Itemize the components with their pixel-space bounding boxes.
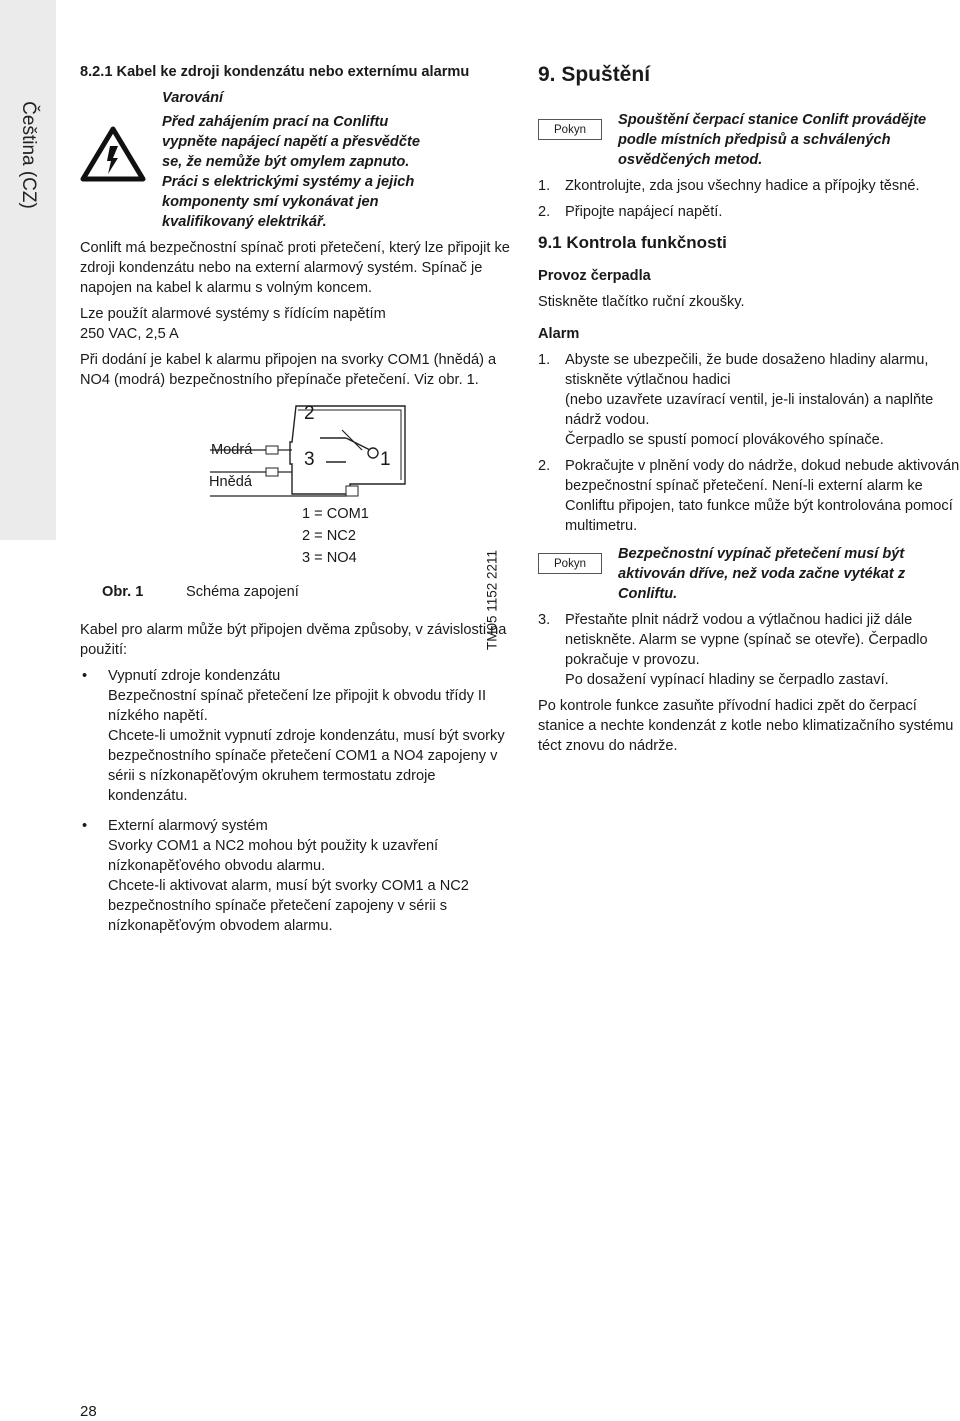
step-line: (nebo uzavřete uzavírací ventil, je-li instalován) a naplňte nádrž vodou. — [565, 392, 934, 428]
note-text: Spouštění čerpací stanice Conlift provádějte podle místních předpisů a schválených osvědčených metod. — [618, 112, 927, 168]
list-item — [538, 610, 960, 690]
voltage-paragraph — [80, 304, 510, 344]
figure-caption: Schéma zapojení — [186, 584, 299, 600]
terminal-1-label: 1 — [380, 449, 391, 470]
step-line: Po dosažení vypínací hladiny se čerpadlo zastaví. — [565, 672, 889, 688]
page-number: 28 — [80, 1403, 97, 1420]
list-item — [80, 816, 510, 936]
alarm-steps-continued — [538, 610, 960, 690]
step-text: Zkontrolujte, zda jsou všechny hadice a přípojky těsné. — [565, 178, 920, 194]
list-item — [538, 176, 960, 196]
figure-number: Obr. 1 — [102, 584, 144, 600]
warning-title: Varování — [162, 90, 224, 106]
voltage-line: Lze použít alarmové systémy s řídícím napětím — [80, 306, 386, 322]
warning-line: Práci s elektrickými systémy a jejich — [162, 174, 415, 190]
step-line: Pokračujte v plnění vody do nádrže, dokud nebude aktivován bezpečnostní spínač přetečení. Není-li externí alarm ke Conliftu připojen, tato funkce může být kontrolována pomocí multimetru. — [565, 458, 960, 534]
bullet-line: Chcete-li aktivovat alarm, musí být svorky COM1 a NC2 bezpečnostního spínače přetečení zapojeny v sérii s nízkonapěťovým obvodem alarmu. — [108, 878, 469, 934]
step-number: 2. — [538, 458, 551, 474]
voltage-value: 250 VAC, 2,5 A — [80, 326, 179, 342]
bullet-line: Vypnutí zdroje kondenzátu — [108, 668, 281, 684]
section-title: Kabel ke zdroji kondenzátu nebo externímu alarmu — [116, 64, 470, 80]
list-item — [80, 666, 510, 806]
connection-options-list — [80, 666, 510, 936]
section-number: 8.2.1 — [80, 64, 113, 80]
step-line: Přestaňte plnit nádrž vodou a výtlačnou hadici již dále netiskněte. Alarm se vypne (spínač se otevře). Čerpadlo pokračuje v provozu. — [565, 612, 928, 668]
startup-steps — [538, 176, 960, 222]
note-block — [538, 110, 960, 170]
label-brown-wire: Hnědá — [209, 474, 253, 490]
final-paragraph: Po kontrole funkce zasuňte přívodní hadici zpět do čerpací stanice a nechte kondenzát z kotle nebo klimatizačního systému téct znovu do nádrže. — [538, 698, 954, 754]
left-column — [80, 62, 510, 946]
step-line: Abyste se ubezpečili, že bude dosaženo hladiny alarmu, stiskněte výtlačnou hadici — [565, 352, 929, 388]
section-heading-8-2-1 — [80, 62, 510, 82]
list-item — [538, 202, 960, 222]
language-tab-label: Čeština (CZ) — [18, 101, 39, 209]
pump-operation-title: Provoz čerpadla — [538, 268, 651, 284]
bullet-line: Bezpečnostní spínač přetečení lze připojit k obvodu třídy II nízkého napětí. — [108, 688, 487, 724]
figure-code: TM05 1152 2211 — [484, 549, 500, 651]
bullet-line: Externí alarmový systém — [108, 818, 268, 834]
warning-line: se, že nemůže být omylem zapnuto. — [162, 154, 410, 170]
list-item — [538, 456, 960, 536]
step-text: Připojte napájecí napětí. — [565, 204, 723, 220]
legend-com1: 1 = COM1 — [302, 506, 369, 522]
bullet-icon: • — [82, 668, 88, 684]
connection-paragraph: Kabel pro alarm může být připojen dvěma způsoby, v závislosti na použití: — [80, 622, 507, 658]
terminal-2-label: 2 — [304, 403, 315, 424]
intro-paragraph: Conlift má bezpečnostní spínač proti přetečení, který lze připojit ke zdroji kondenzátu nebo na externí alarmový systém. Spínač je napojen na kabel k alarmu s volným koncem. — [80, 240, 510, 296]
step-number: 3. — [538, 612, 551, 628]
legend-nc2: 2 = NC2 — [302, 528, 356, 544]
note-block — [538, 544, 960, 604]
pump-operation-text: Stiskněte tlačítko ruční zkoušky. — [538, 294, 745, 310]
note-text: Bezpečnostní vypínač přetečení musí být aktivován dříve, než voda začne vytékat z Conliftu. — [618, 546, 906, 602]
section-heading-9-1: 9.1 Kontrola funkčnosti — [538, 233, 727, 252]
warning-line: komponenty smí vykonávat jen — [162, 194, 379, 210]
step-number: 2. — [538, 204, 551, 220]
step-number: 1. — [538, 178, 551, 194]
alarm-title: Alarm — [538, 326, 580, 342]
terminal-3-label: 3 — [304, 449, 315, 470]
right-column — [538, 62, 960, 762]
electric-hazard-icon — [80, 88, 162, 232]
bullet-line: Chcete-li umožnit vypnutí zdroje kondenzátu, musí být svorky bezpečnostního spínače přetečení COM1 a NO4 zapojeny v sérii s nízkonapěťovým okruhem termostatu zdroje kondenzátu. — [108, 728, 505, 804]
bullet-line: Svorky COM1 a NC2 mohou být použity k uzavření nízkonapěťového obvodu alarmu. — [108, 838, 439, 874]
label-blue-wire: Modrá — [211, 442, 253, 458]
language-side-tab — [0, 0, 56, 540]
warning-block — [80, 88, 510, 232]
delivery-paragraph: Při dodání je kabel k alarmu připojen na svorky COM1 (hnědá) a NO4 (modrá) bezpečnostního přepínače přetečení. Viz obr. 1. — [80, 352, 497, 388]
note-badge: Pokyn — [538, 119, 602, 140]
warning-text — [162, 88, 420, 232]
list-item — [538, 350, 960, 450]
alarm-steps — [538, 350, 960, 536]
warning-line: kvalifikovaný elektrikář. — [162, 214, 327, 230]
bullet-icon: • — [82, 818, 88, 834]
step-number: 1. — [538, 352, 551, 368]
warning-line: vypněte napájecí napětí a přesvědčte — [162, 134, 420, 150]
legend-no4: 3 = NO4 — [302, 550, 357, 566]
switch-diagram — [80, 402, 510, 612]
warning-line: Před zahájením prací na Conliftu — [162, 114, 389, 130]
wiring-figure — [80, 402, 510, 612]
step-line: Čerpadlo se spustí pomocí plovákového spínače. — [565, 432, 884, 448]
section-heading-9: 9. Spuštění — [538, 63, 651, 86]
note-badge: Pokyn — [538, 553, 602, 574]
